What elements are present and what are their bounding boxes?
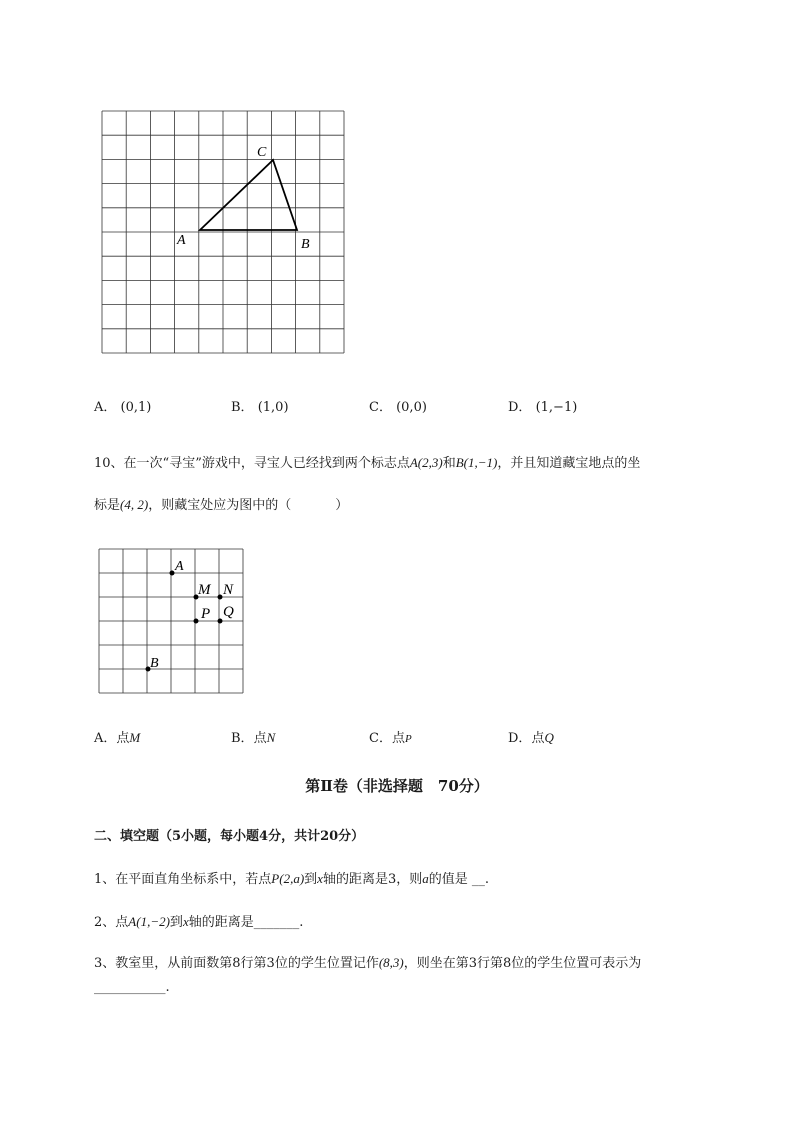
- q10-option-c[interactable]: [369, 727, 412, 746]
- q10-option-a[interactable]: [94, 727, 140, 746]
- question-number: 3、: [94, 956, 116, 971]
- q9-option-a[interactable]: [94, 396, 151, 415]
- item-text: 在平面直角坐标系中，若点: [115, 872, 272, 887]
- option-value: Q: [544, 730, 554, 745]
- math-var: x: [182, 914, 189, 929]
- option-prefix: 点: [531, 731, 545, 746]
- point-b-coord: B(1,−1): [455, 455, 498, 470]
- q10-text: ，并且知道藏宝地点的坐: [497, 456, 641, 471]
- q10-line-2: [94, 494, 348, 513]
- fill-item-1: [94, 868, 489, 887]
- point-p: [194, 619, 199, 624]
- label-b: B: [150, 656, 159, 671]
- item-text: 到: [304, 872, 318, 887]
- q10-line-1: [94, 452, 640, 471]
- point-a: [170, 571, 175, 576]
- option-value: P: [404, 733, 412, 745]
- option-value: (0,0): [396, 400, 427, 415]
- treasure-coord: (4, 2): [120, 497, 149, 512]
- point-a-coord: A(2,3): [409, 455, 443, 470]
- item-text: 点: [115, 915, 129, 930]
- option-value: (0,1): [120, 400, 152, 415]
- option-value: N: [266, 730, 276, 745]
- fill-item-3: [94, 952, 641, 971]
- fill-item-2: [94, 911, 303, 930]
- option-value: (1,−1): [535, 400, 578, 415]
- label-c: C: [257, 145, 267, 160]
- point-n: [218, 595, 223, 600]
- item-text: 轴的距离是_______.: [188, 915, 304, 930]
- point-q: [218, 619, 223, 624]
- item-text: 教室里，从前面数第8行第3位的学生位置记作: [115, 956, 379, 971]
- q10-option-d[interactable]: [508, 727, 554, 746]
- triangle-grid-figure: [96, 106, 352, 358]
- math-point: A(1,−2): [128, 914, 170, 929]
- math-point: P(2,a): [271, 871, 305, 886]
- option-letter: D．: [508, 400, 532, 415]
- label-a: A: [177, 233, 186, 248]
- q9-option-d[interactable]: [508, 396, 577, 415]
- q10-text: 和: [442, 456, 456, 471]
- label-n: N: [223, 582, 234, 598]
- option-letter: B．: [231, 731, 254, 746]
- item-text: ，则坐在第3行第8位的学生位置可表示为: [403, 956, 642, 971]
- math-point: (8,3): [378, 955, 404, 970]
- option-prefix: 点: [253, 731, 267, 746]
- item-text: 轴的距离是3，则: [322, 872, 423, 887]
- option-value: M: [129, 730, 141, 745]
- q9-option-b[interactable]: [231, 396, 289, 415]
- label-q: Q: [223, 604, 234, 620]
- section-title: 二、填空题（5小题，每小题4分，共计20分）: [94, 829, 365, 844]
- triangle-abc: [200, 160, 297, 230]
- option-prefix: 点: [391, 731, 405, 746]
- option-letter: A．: [94, 400, 117, 415]
- option-value: (1,0): [257, 400, 289, 415]
- option-letter: A．: [94, 731, 117, 746]
- question-number: 2、: [94, 915, 116, 930]
- label-b: B: [301, 237, 310, 252]
- option-letter: C．: [369, 400, 392, 415]
- option-letter: D．: [508, 731, 532, 746]
- q10-text: ，则藏宝处应为图中的（: [148, 498, 292, 513]
- item-text: 到: [169, 915, 183, 930]
- label-p: P: [201, 606, 211, 622]
- question-number: 1、: [94, 872, 116, 887]
- item-text: 的值是 __.: [428, 872, 489, 887]
- math-var: x: [317, 871, 323, 886]
- q10-option-b[interactable]: [231, 727, 275, 746]
- treasure-grid-figure: [95, 546, 249, 700]
- question-number: 10、: [94, 456, 124, 471]
- q10-text: 在一次“寻宝”游戏中，寻宝人已经找到两个标志点: [123, 456, 410, 471]
- fill-item-3-blank: ___________.: [94, 980, 170, 995]
- q10-text: 标是: [94, 498, 121, 513]
- option-prefix: 点: [116, 731, 130, 746]
- math-var: a: [422, 871, 429, 886]
- option-letter: B．: [231, 400, 254, 415]
- q10-text: ）: [335, 498, 349, 513]
- part-2-title: 第Ⅱ卷（非选择题 70分）: [305, 777, 489, 795]
- grid-lines: [102, 111, 344, 353]
- label-a: A: [175, 559, 184, 574]
- label-m: M: [198, 582, 211, 598]
- q9-option-c[interactable]: [369, 396, 427, 415]
- option-letter: C．: [369, 731, 392, 746]
